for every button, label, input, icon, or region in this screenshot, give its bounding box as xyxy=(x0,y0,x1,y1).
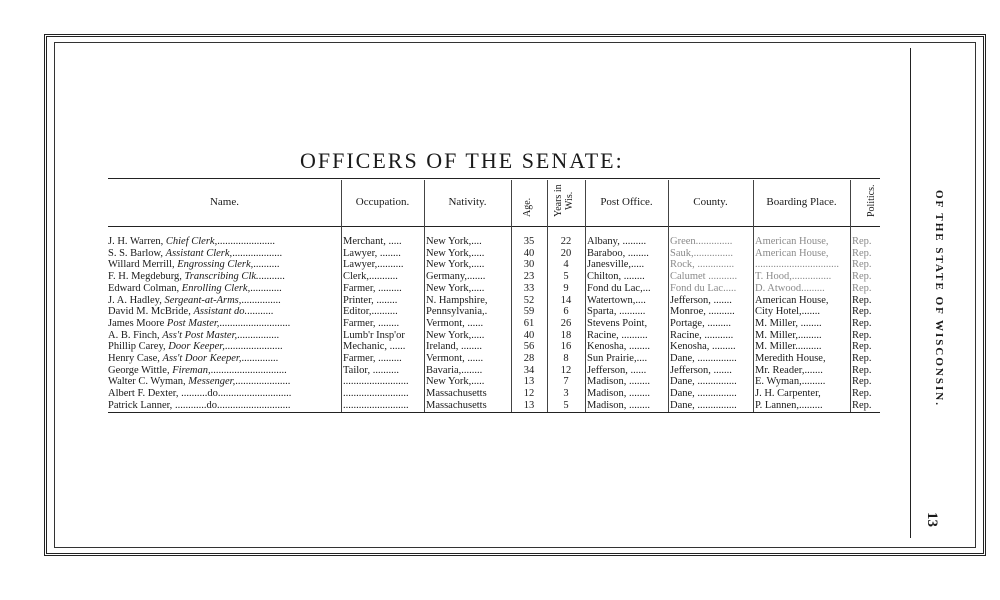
leader-dots: ...................... xyxy=(217,236,275,247)
table-bottom-rule xyxy=(108,412,880,413)
leader-dots: ...................... xyxy=(224,341,283,353)
page-number: 13 xyxy=(924,512,940,527)
cell-county: Fond du Lac..... xyxy=(670,282,737,294)
cell-name xyxy=(108,271,340,283)
cell-county: Racine, ........... xyxy=(670,329,734,341)
cell-occupation: ......................... xyxy=(343,399,409,411)
cell-boarding: American House, xyxy=(755,294,829,306)
cell-post-office: Racine, .......... xyxy=(587,329,648,341)
officer-name: James Moore xyxy=(108,317,167,329)
cell-years: 3 xyxy=(563,388,569,400)
cell-county: Jefferson, ....... xyxy=(670,364,732,376)
header-years-in-wis: Years in Wis. xyxy=(553,184,575,218)
cell-post-office: Baraboo, ........ xyxy=(587,247,649,259)
cell-age: 59 xyxy=(523,306,535,318)
cell-post-office: Janesville,..... xyxy=(587,259,645,271)
leader-dots: ........................... xyxy=(219,317,291,329)
cell-county: Dane, ............... xyxy=(670,388,737,400)
cell-county: Rock, .............. xyxy=(670,259,735,271)
cell-nativity: New York,..... xyxy=(426,282,485,294)
officer-title: Messenger, xyxy=(188,376,236,388)
cell-nativity: Vermont, ...... xyxy=(426,353,484,364)
cell-years: 9 xyxy=(563,282,569,294)
cell-occupation: Merchant, ..... xyxy=(343,236,402,247)
cell-name xyxy=(108,248,340,260)
cell-politics: Rep. xyxy=(852,282,872,294)
cell-politics: Rep. xyxy=(852,364,872,376)
cell-name xyxy=(108,318,340,330)
cell-nativity: Germany,....... xyxy=(426,271,486,283)
cell-county: Dane, ............... xyxy=(670,376,737,388)
cell-name xyxy=(108,330,340,342)
cell-post-office: Fond du Lac,... xyxy=(587,282,651,294)
cell-politics: Rep. xyxy=(852,388,872,400)
officer-name: Albert F. Dexter, xyxy=(108,388,182,400)
cell-name xyxy=(108,283,340,295)
cell-nativity: New York,.... xyxy=(426,236,482,247)
table-row xyxy=(0,330,1000,342)
officer-title: Post Master, xyxy=(166,317,220,329)
table-header-rule xyxy=(108,226,880,227)
cell-name xyxy=(108,365,340,377)
cell-politics: Rep. xyxy=(852,294,872,306)
table-row xyxy=(0,236,1000,248)
cell-years: 26 xyxy=(560,317,572,329)
officer-title: Door Keeper, xyxy=(168,341,225,353)
officer-title: Sergeant-at-Arms, xyxy=(164,294,242,306)
officer-title: Enrolling Clerk, xyxy=(181,282,251,294)
table-row xyxy=(0,376,1000,388)
cell-occupation: Printer, ........ xyxy=(343,294,398,306)
cell-nativity: New York,..... xyxy=(426,259,485,271)
cell-name xyxy=(108,341,340,353)
officer-name: Patrick Lanner, xyxy=(108,399,175,411)
leader-dots: .......... xyxy=(258,271,285,283)
cell-years: 12 xyxy=(560,364,572,376)
cell-boarding: ................................ xyxy=(755,259,839,271)
leader-dots: ............ xyxy=(250,282,282,294)
cell-name xyxy=(108,295,340,307)
cell-years: 6 xyxy=(563,306,569,318)
officer-name: Henry Case, xyxy=(108,353,163,364)
cell-occupation: Mechanic, ...... xyxy=(343,341,406,353)
cell-years: 4 xyxy=(563,259,569,271)
header-name: Name. xyxy=(209,196,239,208)
cell-county: Calumet ........... xyxy=(670,271,738,283)
cell-age: 40 xyxy=(523,329,535,341)
cell-politics: Rep. xyxy=(852,247,872,259)
leader-dots: .............. xyxy=(241,353,279,364)
officer-title: Chief Clerk, xyxy=(165,236,218,247)
cell-age: 13 xyxy=(523,376,535,388)
cell-nativity: Massachusetts xyxy=(426,388,487,400)
cell-county: Green.............. xyxy=(670,236,733,247)
cell-nativity: Pennsylvania,. xyxy=(426,306,488,318)
officer-title: Ass't Post Master, xyxy=(162,329,238,341)
cell-nativity: New York,..... xyxy=(426,247,485,259)
leader-dots: ............................. xyxy=(210,364,287,376)
table-row xyxy=(0,400,1000,412)
cell-years: 5 xyxy=(563,399,569,411)
leader-dots: ............do............................ xyxy=(174,399,291,411)
cell-age: 13 xyxy=(523,399,535,411)
header-boarding-place: Boarding Place. xyxy=(766,196,837,208)
cell-name xyxy=(108,388,340,400)
officer-name: David M. McBride, xyxy=(108,306,194,318)
officer-name: J. H. Warren, xyxy=(108,236,166,247)
cell-county: Sauk,............... xyxy=(670,247,733,259)
officer-name: S. S. Barlow, xyxy=(108,247,166,259)
cell-boarding: T. Hood,............... xyxy=(755,271,832,283)
leader-dots: ..................... xyxy=(235,376,291,388)
table-row xyxy=(0,388,1000,400)
header-nativity: Nativity. xyxy=(448,196,487,208)
cell-occupation: Farmer, ........ xyxy=(343,317,400,329)
officer-title: Assistant Clerk, xyxy=(165,247,233,259)
cell-age: 56 xyxy=(523,341,535,353)
officer-title: Engrossing Clerk, xyxy=(177,259,254,271)
table-row xyxy=(0,365,1000,377)
cell-name xyxy=(108,259,340,271)
cell-occupation: Lawyer, ........ xyxy=(343,247,401,259)
officer-name: George Wittle, xyxy=(108,364,173,376)
cell-nativity: Ireland, ........ xyxy=(426,341,482,353)
cell-occupation: Farmer, ......... xyxy=(343,282,402,294)
cell-post-office: Stevens Point, xyxy=(587,317,648,329)
cell-politics: Rep. xyxy=(852,353,872,364)
cell-post-office: Madison, ........ xyxy=(587,376,650,388)
table-top-rule xyxy=(108,178,880,179)
cell-occupation: Lawyer,.......... xyxy=(343,259,404,271)
officer-title: Assistant do. xyxy=(193,306,248,318)
cell-boarding: M. Miller,......... xyxy=(755,329,822,341)
officer-title: Ass't Door Keeper, xyxy=(162,353,242,364)
header-occupation: Occupation. xyxy=(355,196,410,208)
cell-occupation: Tailor, .......... xyxy=(343,364,400,376)
header-politics: Politics. xyxy=(866,184,877,218)
cell-politics: Rep. xyxy=(852,341,872,353)
cell-county: Dane, ............... xyxy=(670,353,737,364)
officer-name: Walter C. Wyman, xyxy=(108,376,189,388)
cell-post-office: Madison, ........ xyxy=(587,388,650,400)
cell-post-office: Sparta, .......... xyxy=(587,306,646,318)
table-row xyxy=(0,318,1000,330)
running-header: OF THE STATE OF WISCONSIN. xyxy=(933,190,945,407)
cell-boarding: J. H. Carpenter, xyxy=(755,388,821,400)
cell-years: 5 xyxy=(563,271,569,283)
cell-occupation: Lumb'r Insp'or xyxy=(343,329,405,341)
officer-title: Transcribing Clk. xyxy=(184,271,259,283)
cell-post-office: Jefferson, ...... xyxy=(587,364,647,376)
cell-county: Kenosha, ......... xyxy=(670,341,736,353)
cell-boarding: Mr. Reader,....... xyxy=(755,364,823,376)
cell-occupation: Editor,.......... xyxy=(343,306,398,318)
officer-name: F. H. Megdeburg, xyxy=(108,271,185,283)
header-age: Age. xyxy=(522,197,533,217)
cell-age: 33 xyxy=(523,282,535,294)
cell-years: 16 xyxy=(560,341,572,353)
table-row xyxy=(0,306,1000,318)
cell-politics: Rep. xyxy=(852,306,872,318)
cell-post-office: Watertown,.... xyxy=(587,294,646,306)
officer-title: Fireman, xyxy=(172,364,211,376)
cell-age: 35 xyxy=(523,236,535,247)
cell-occupation: Farmer, ......... xyxy=(343,353,402,364)
cell-nativity: N. Hampshire, xyxy=(426,294,488,306)
table-row xyxy=(0,271,1000,283)
cell-county: Jefferson, ....... xyxy=(670,294,732,306)
cell-politics: Rep. xyxy=(852,271,872,283)
cell-age: 34 xyxy=(523,364,535,376)
cell-post-office: Albany, ......... xyxy=(587,236,647,247)
cell-boarding: P. Lannen,......... xyxy=(755,399,823,411)
cell-politics: Rep. xyxy=(852,236,872,247)
cell-name xyxy=(108,376,340,388)
cell-nativity: Bavaria,........ xyxy=(426,364,483,376)
cell-occupation: ......................... xyxy=(343,376,409,388)
cell-age: 61 xyxy=(523,317,535,329)
cell-name xyxy=(108,236,340,248)
cell-post-office: Sun Prairie,.... xyxy=(587,353,648,364)
page-title: OFFICERS OF THE SENATE: xyxy=(300,148,624,173)
table-row xyxy=(0,295,1000,307)
leader-dots: ............... xyxy=(241,294,281,306)
cell-post-office: Chilton, ........ xyxy=(587,271,645,283)
table-row xyxy=(0,341,1000,353)
cell-politics: Rep. xyxy=(852,329,872,341)
cell-age: 52 xyxy=(523,294,535,306)
leader-dots: .......... xyxy=(253,259,280,271)
leader-dots: ................ xyxy=(237,329,280,341)
officer-name: Phillip Carey, xyxy=(108,341,169,353)
cell-years: 14 xyxy=(560,294,572,306)
header-county: County. xyxy=(693,196,728,208)
cell-years: 18 xyxy=(560,329,572,341)
cell-post-office: Madison, ........ xyxy=(587,399,650,411)
cell-age: 23 xyxy=(523,271,535,283)
cell-politics: Rep. xyxy=(852,399,872,411)
cell-politics: Rep. xyxy=(852,376,872,388)
leader-dots: .......... xyxy=(247,306,274,318)
cell-name xyxy=(108,306,340,318)
cell-years: 20 xyxy=(560,247,572,259)
table-row xyxy=(0,248,1000,260)
header-post-office: Post Office. xyxy=(600,196,653,208)
cell-occupation: Clerk,........... xyxy=(343,271,398,283)
cell-years: 7 xyxy=(563,376,569,388)
cell-boarding: E. Wyman,......... xyxy=(755,376,826,388)
cell-politics: Rep. xyxy=(852,259,872,271)
cell-name xyxy=(108,400,340,412)
table-row xyxy=(0,353,1000,365)
cell-nativity: Vermont, ...... xyxy=(426,317,484,329)
cell-nativity: New York,..... xyxy=(426,376,485,388)
cell-age: 30 xyxy=(523,259,535,271)
officer-name: J. A. Hadley, xyxy=(108,294,165,306)
cell-boarding: American House, xyxy=(755,247,829,259)
cell-boarding: American House, xyxy=(755,236,829,247)
cell-boarding: D. Atwood......... xyxy=(755,282,825,294)
cell-occupation: ......................... xyxy=(343,388,409,400)
leader-dots: ..........do............................ xyxy=(181,388,292,400)
cell-nativity: Massachusetts xyxy=(426,399,487,411)
officer-name: Willard Merrill, xyxy=(108,259,178,271)
cell-age: 40 xyxy=(523,247,535,259)
cell-boarding: M. Miller, ........ xyxy=(755,317,822,329)
cell-years: 8 xyxy=(563,353,569,364)
cell-name xyxy=(108,353,340,365)
table-row xyxy=(0,259,1000,271)
table-row xyxy=(0,283,1000,295)
leader-dots: ................... xyxy=(232,247,283,259)
cell-county: Dane, ............... xyxy=(670,399,737,411)
cell-county: Monroe, .......... xyxy=(670,306,735,318)
officer-name: Edward Colman, xyxy=(108,282,182,294)
cell-years: 22 xyxy=(560,236,572,247)
cell-nativity: New York,..... xyxy=(426,329,485,341)
cell-boarding: M. Miller.......... xyxy=(755,341,822,353)
cell-age: 28 xyxy=(523,353,535,364)
cell-age: 12 xyxy=(523,388,535,400)
cell-politics: Rep. xyxy=(852,317,872,329)
officer-name: A. B. Finch, xyxy=(108,329,163,341)
cell-boarding: Meredith House, xyxy=(755,353,826,364)
cell-boarding: City Hotel,....... xyxy=(755,306,821,318)
cell-county: Portage, ......... xyxy=(670,317,731,329)
cell-post-office: Kenosha, ........ xyxy=(587,341,650,353)
